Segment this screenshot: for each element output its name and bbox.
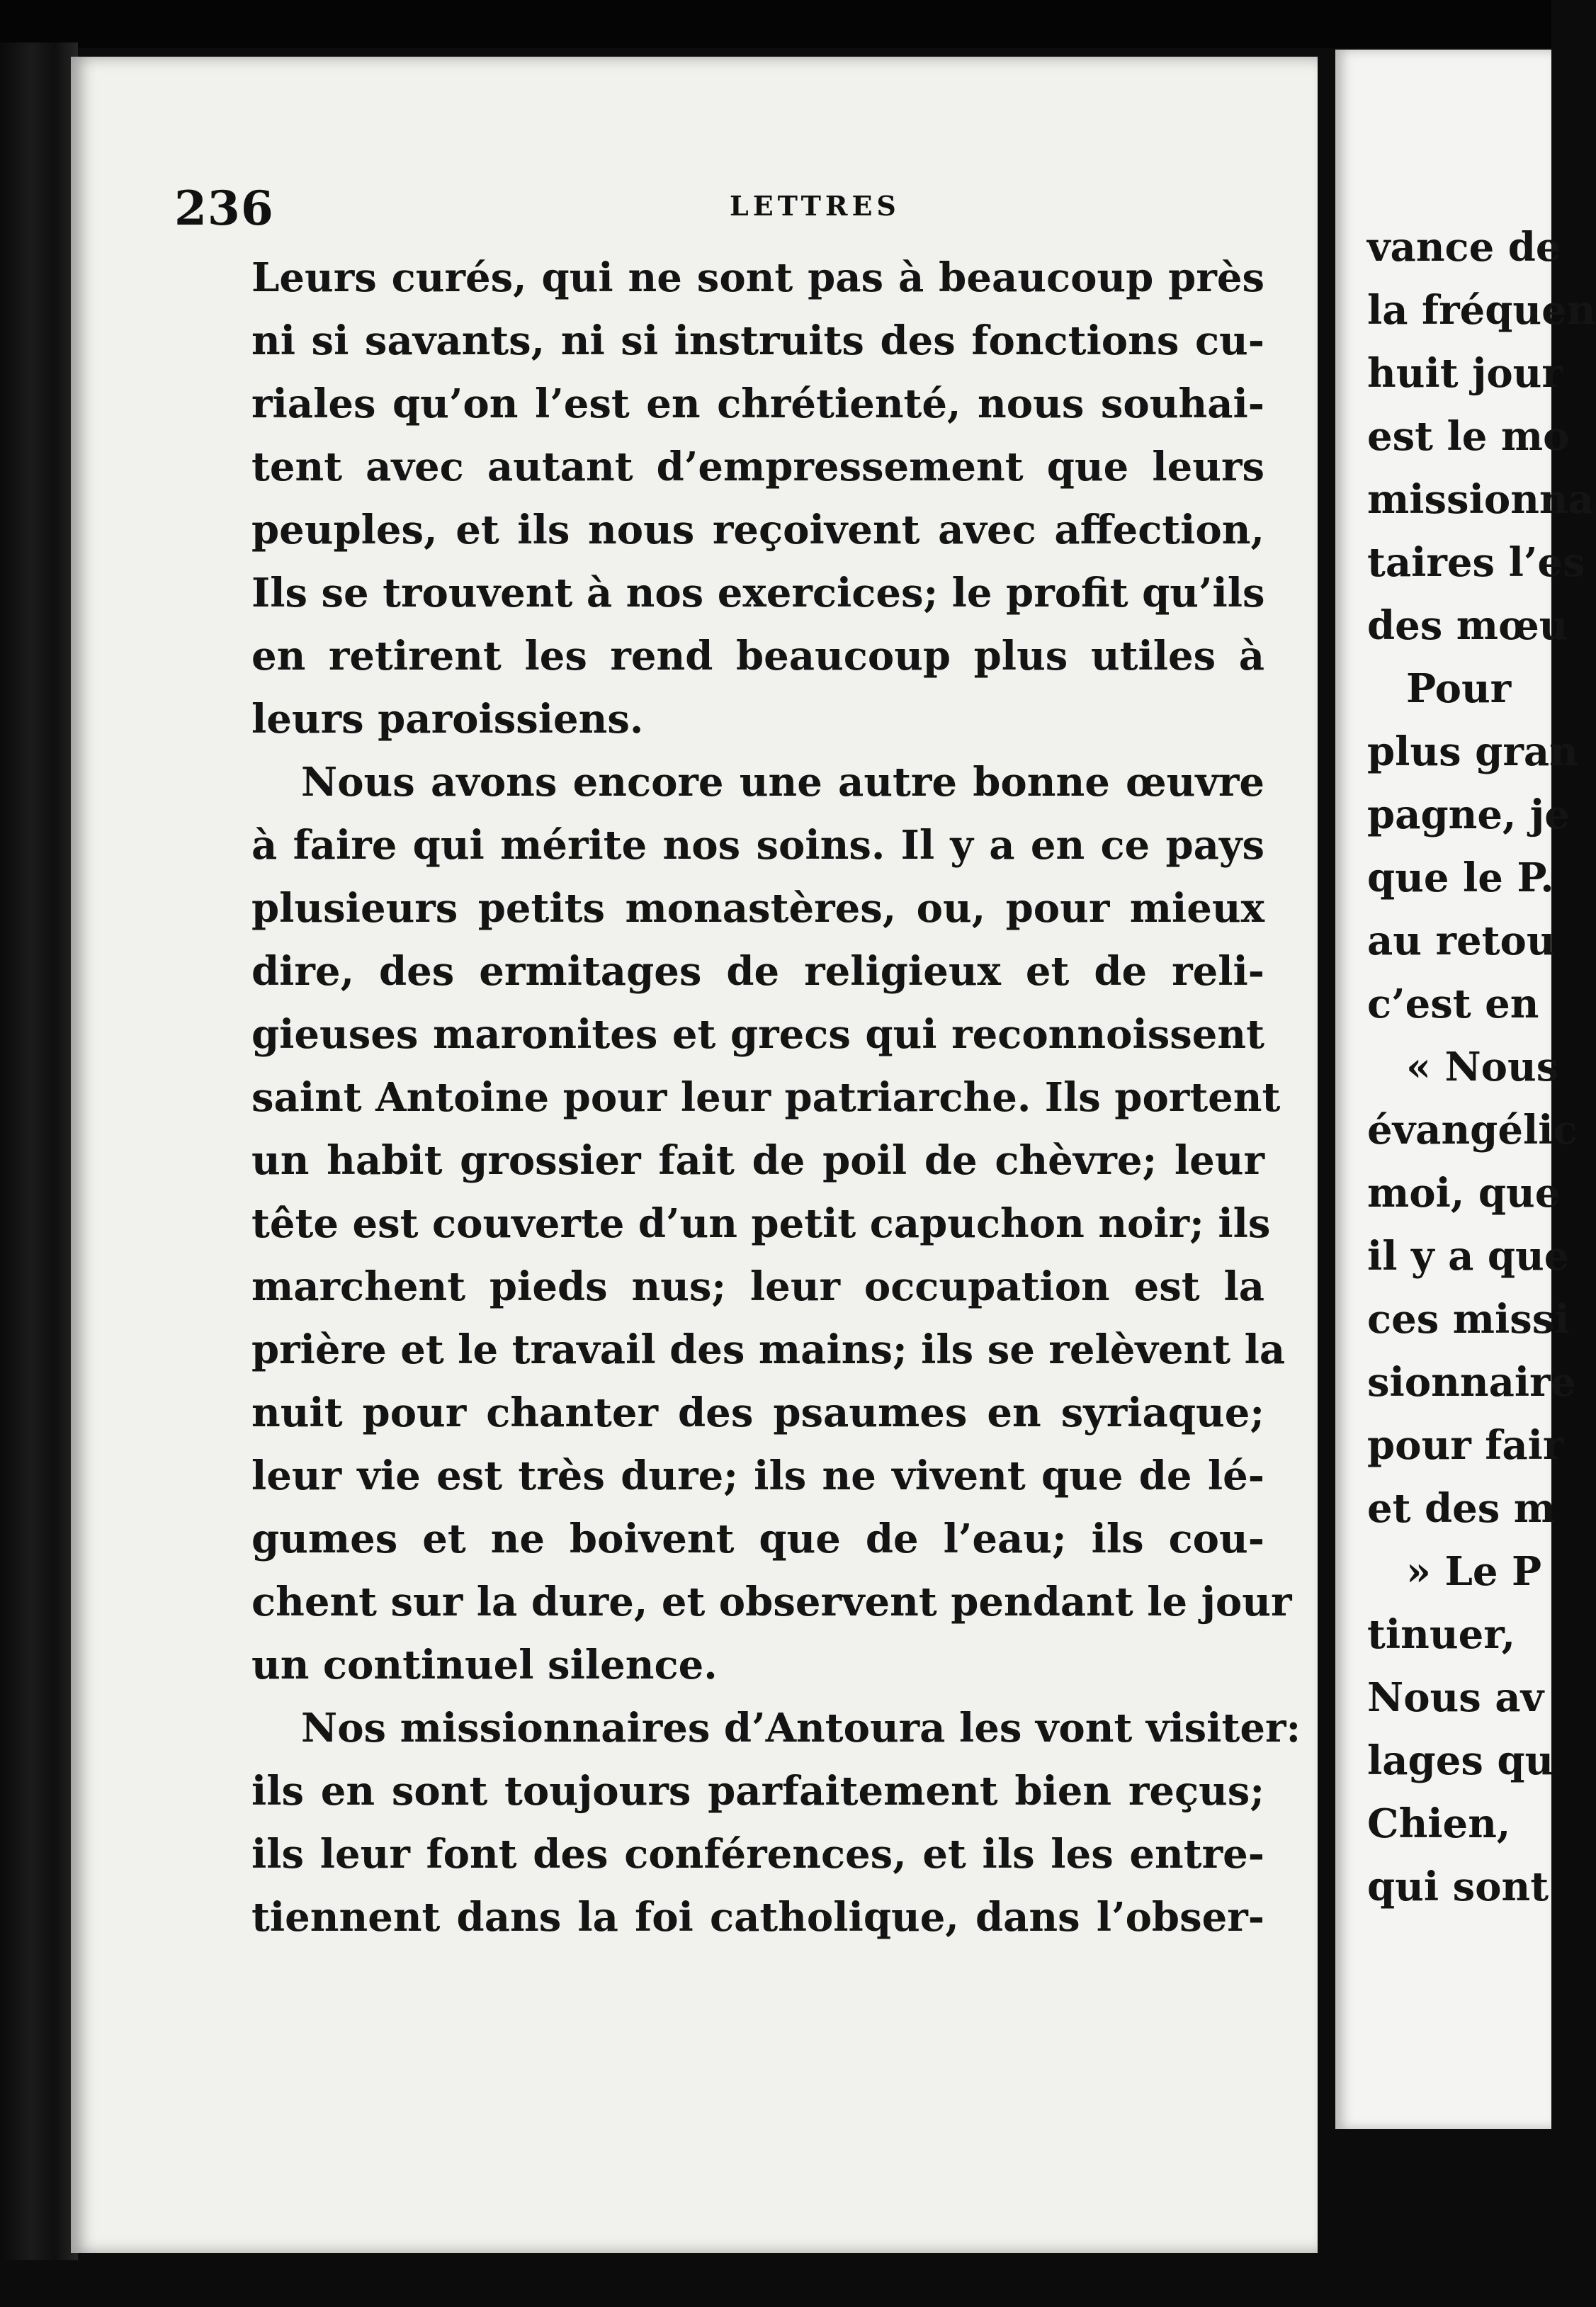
text-line: nuit pour chanter des psaumes en syriaque;	[251, 1389, 1264, 1436]
text-line: en retirent les rend beaucoup plus utiles à	[251, 633, 1264, 679]
text-line: peuples, et ils nous reçoivent avec affection,	[251, 507, 1264, 553]
text-line: un habit grossier fait de poil de chèvre; leur	[251, 1137, 1264, 1184]
cropped-text-line: moi, que	[1367, 1170, 1561, 1217]
cropped-text-line: qui sont	[1367, 1863, 1549, 1910]
cropped-text-line: que le P.	[1367, 854, 1554, 901]
cropped-text-line: missionna	[1367, 476, 1594, 523]
cropped-text-line: sionnaire	[1367, 1359, 1576, 1406]
cropped-text-line: huit jour	[1367, 350, 1563, 397]
cropped-text-line: « Nous	[1406, 1044, 1559, 1090]
cropped-text-line: Chien,	[1367, 1800, 1511, 1847]
cropped-text-line: tinuer,	[1367, 1611, 1516, 1658]
text-line: leur vie est très dure; ils ne vivent que de lé-	[251, 1453, 1264, 1499]
text-line: à faire qui mérite nos soins. Il y a en ce pays	[251, 822, 1264, 869]
text-line: un continuel silence.	[251, 1642, 718, 1688]
text-line: dire, des ermitages de religieux et de reli-	[251, 948, 1264, 995]
cropped-text-line: Nous av	[1367, 1674, 1544, 1721]
text-line: riales qu’on l’est en chrétienté, nous souhai-	[251, 380, 1264, 427]
cropped-text-line: plus gran	[1367, 728, 1578, 775]
text-line: leurs paroissiens.	[251, 696, 644, 743]
text-line: gumes et ne boivent que de l’eau; ils cou-	[251, 1516, 1264, 1562]
text-line: Ils se trouvent à nos exercices; le profit qu’ils	[251, 570, 1265, 616]
text-line: tête est couverte d’un petit capuchon noir; ils	[251, 1200, 1271, 1247]
right-page-text-fragments	[1367, 216, 1596, 1919]
text-line: ils leur font des conférences, et ils les entre-	[251, 1831, 1264, 1878]
cropped-text-line: c’est en	[1367, 981, 1539, 1027]
text-line: Nos missionnaires d’Antoura les vont visiter:	[301, 1705, 1301, 1752]
text-line: prière et le travail des mains; ils se relèvent la	[251, 1326, 1286, 1373]
text-line: Nous avons encore une autre bonne œuvre	[301, 759, 1264, 806]
cropped-text-line: est le mo	[1367, 413, 1570, 460]
cropped-text-line: pour fair	[1367, 1422, 1564, 1469]
cropped-text-line: il y a que	[1367, 1233, 1570, 1280]
scan-top-border	[0, 0, 1551, 48]
cropped-text-line: Pour	[1406, 665, 1512, 712]
running-head: LETTRES	[730, 190, 900, 222]
text-line: tiennent dans la foi catholique, dans l’obser-	[251, 1894, 1264, 1941]
cropped-text-line: des mœu	[1367, 602, 1568, 649]
text-line: gieuses maronites et grecs qui reconnoissent	[251, 1011, 1264, 1058]
left-page-text	[251, 247, 1301, 1949]
cropped-text-line: vance de	[1367, 224, 1561, 271]
cropped-text-line: et des m	[1367, 1485, 1556, 1532]
text-line: ils en sont toujours parfaitement bien reçus;	[251, 1768, 1264, 1815]
text-line: Leurs curés, qui ne sont pas à beaucoup près	[251, 254, 1264, 301]
cropped-text-line: » Le P	[1406, 1548, 1542, 1595]
cropped-text-line: ces missi	[1367, 1296, 1570, 1343]
cropped-text-line: pagne, je	[1367, 791, 1570, 838]
page-number: 236	[174, 181, 274, 236]
cropped-text-line: évangélic	[1367, 1107, 1578, 1154]
text-line: saint Antoine pour leur patriarche. Ils portent	[251, 1074, 1281, 1121]
text-line: chent sur la dure, et observent pendant le jour	[251, 1579, 1292, 1625]
text-line: marchent pieds nus; leur occupation est la	[251, 1263, 1264, 1310]
text-line: plusieurs petits monastères, ou, pour mieux	[251, 885, 1264, 932]
cropped-text-line: la fréquen	[1367, 287, 1596, 334]
text-line: ni si savants, ni si instruits des fonctions cu-	[251, 317, 1264, 364]
cropped-text-line: au retou	[1367, 918, 1556, 964]
cropped-text-line: taires l’es	[1367, 539, 1585, 586]
text-line: tent avec autant d’empressement que leurs	[251, 444, 1264, 490]
book-binding-edge	[0, 43, 78, 2260]
cropped-text-line: lages qu	[1367, 1737, 1554, 1784]
